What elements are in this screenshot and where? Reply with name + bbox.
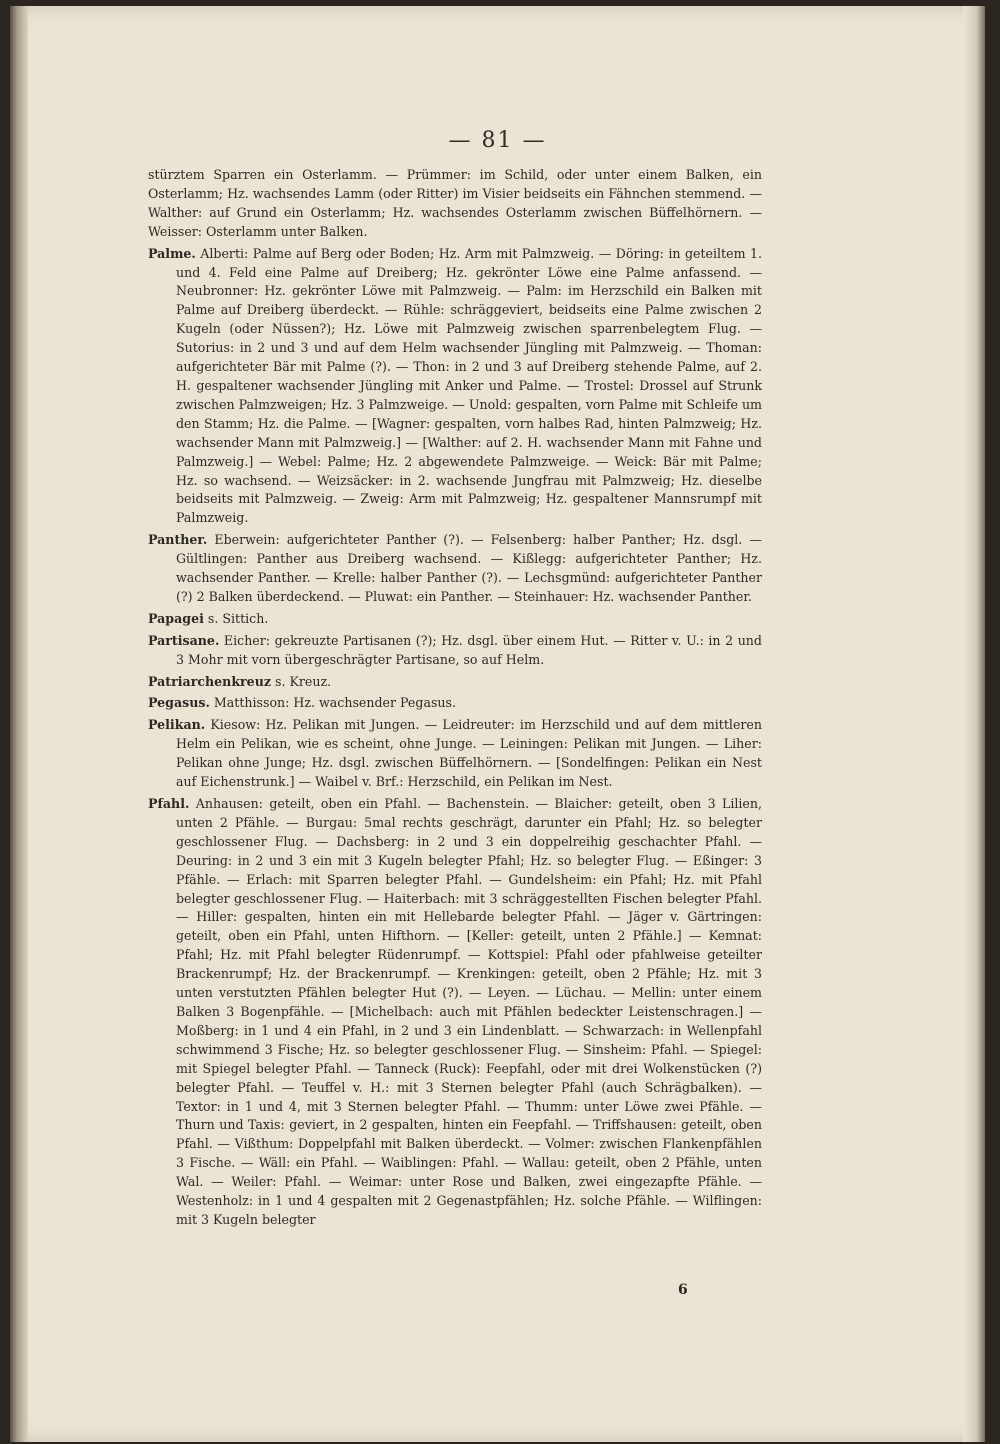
entry-text: Kiesow: Hz. Pelikan mit Jungen. — Leidreuter: im Herzschild und auf dem mittleren Helm ein Pelikan, wie es scheint, ohne Junge. — Leiningen: Pelikan mit Jungen. — Liher: Pelikan ohne Junge; Hz. dsgl. zwischen Büffelhörnern. — [Sondelfingen: Pelikan ein Nest auf Eichenstrunk.] — Waibel v. Brf.: Herzschild, ein Pelikan im Nest. [176, 717, 762, 790]
page-number: — 81 — [448, 128, 547, 153]
entry-patriarchenkreuz [148, 673, 762, 692]
entry-pegasus [148, 694, 762, 713]
entry-pelikan [148, 716, 762, 792]
page-right-edge [963, 6, 985, 1442]
entry-text: s. Kreuz. [275, 673, 332, 689]
book-page [10, 6, 985, 1442]
entry-continuation [148, 166, 762, 242]
entry-heading: Pelikan. [148, 717, 206, 733]
entry-panther [148, 531, 762, 607]
main-text [148, 166, 762, 1233]
entry-heading: Panther. [148, 532, 208, 548]
entry-text: Eberwein: aufgerichteter Panther (?). — Felsenberg: halber Panther; Hz. dsgl. — Gültlingen: Panther aus Dreiberg wachsend. — Kißlegg: aufgerichteter Panther; Hz. wachsender Panther. — Krelle: halber Panther (?). — Lechsgmünd: aufgerichteter Panther (?) 2 Balken überdeckend. — Pluwat: ein Panther. — Steinhauer: Hz. wachsender Panther. [176, 532, 762, 604]
entry-text: Alberti: Palme auf Berg oder Boden; Hz. Arm mit Palmzweig. — Döring: in geteiltem 1. und 4. Feld eine Palme auf Dreiberg; Hz. gekrönter Löwe eine Palme anfassend. — Neubronner: Hz. gekrönter Löwe mit Palmzweig. — Palm: im Herzschild ein Balken mit Palme auf Dreiberg überdeckt. — Rühle: schräggeviert, beidseits eine Palme zwischen 2 Kugeln (oder Nüssen?); Hz. Löwe mit Palmzweig zwischen sparrenbelegtem Flug. — Sutorius: in 2 und 3 und auf dem Helm wachsender Jüngling mit Palmzweig. — Thoman: aufgerichteter Bär mit Palme (?). — Thon: in 2 und 3 auf Dreiberg stehende Palme, auf 2. H. gespaltener wachsender Jüngling mit Anker und Palme. — Trostel: Drossel auf Strunk zwischen Palmzweigen; Hz. 3 Palmzweige. — Unold: gespalten, vorn Palme mit Schleife um den Stamm; Hz. die Palme. — [Wagner: gespalten, vorn halbes Rad, hinten Palmzweig; Hz. wachsender Mann mit Palmzweig.] — [Walther: auf 2. H. wachsender Mann mit Fahne und Palmzweig.] — Webel: Palme; Hz. 2 abgewendete Palmzweige. — Weick: Bär mit Palme; Hz. so wachsend. — Weizsäcker: in 2. wachsende Jungfrau mit Palmzweig; Hz. dieselbe beidseits mit Palmzweig. — Zweig: Arm mit Palmzweig; Hz. gespaltener Mannsrumpf mit Palmzweig. [176, 245, 762, 526]
entry-text: stürztem Sparren ein Osterlamm. — Prümmer: im Schild, oder unter einem Balken, ein Osterlamm; Hz. wachsendes Lamm (oder Ritter) im Visier beidseits ein Fähnchen stemmend. — Walther: auf Grund ein Osterlamm; Hz. wachsendes Osterlamm zwischen Büffelhörnern. — Weisser: Osterlamm unter Balken. [148, 167, 762, 239]
entry-heading: Partisane. [148, 632, 220, 648]
entry-heading: Patriarchenkreuz [148, 673, 271, 689]
entry-heading: Pfahl. [148, 796, 190, 811]
signature-mark: 6 [678, 1282, 688, 1298]
entry-papagei [148, 610, 762, 629]
entry-heading: Palme. [148, 245, 196, 261]
entry-partisane [148, 632, 762, 670]
page-binding-edge [10, 6, 28, 1442]
entry-palme [148, 245, 762, 529]
entry-heading: Pegasus. [148, 695, 210, 711]
entry-pfahl [148, 795, 762, 1230]
entry-text: Matthisson: Hz. wachsender Pegasus. [213, 695, 456, 711]
entry-heading: Papagei [148, 610, 204, 626]
entry-text: s. Sittich. [207, 610, 269, 626]
entry-text: Eicher: gekreuzte Partisanen (?); Hz. dsgl. über einem Hut. — Ritter v. U.: in 2 und 3 Mohr mit vorn übergeschrägter Partisane, so auf Helm. [176, 632, 762, 667]
entry-text: Anhausen: geteilt, oben ein Pfahl. — Bachenstein. — Blaicher: geteilt, oben 3 Lilien, unten 2 Pfähle. — Burgau: 5mal rechts geschrägt, darunter ein Pfahl; Hz. so belegter geschlossener Flug. — Dachsberg: in 2 und 3 ein doppelreihig geschachter Pfahl. — Deuring: in 2 und 3 ein mit 3 Kugeln belegter Pfahl; Hz. so belegter Flug. — Eßinger: 3 Pfähle. — Erlach: mit Sparren belegter Pfahl. — Gundelsheim: ein Pfahl; Hz. mit Pfahl belegter geschlossener Flug. — Haiterbach: mit 3 schräggestellten Fischen belegter Pfahl. — Hiller: gespalten, hinten ein mit Hellebarde belegter Pfahl. — Jäger v. Gärtringen: geteilt, oben ein Pfahl, unten Hifthorn. — [Keller: geteilt, unten 2 Pfähle.] — Kemnat: Pfahl; Hz. mit Pfahl belegter Rüdenrumpf. — Kottspiel: Pfahl oder pfahlweise geteilter Brackenrumpf; Hz. der Brackenrumpf. — Krenkingen: geteilt, oben 2 Pfähle; Hz. mit 3 unten verstutzten Pfählen belegter Hut (?). — Leyen. — Lüchau. — Mellin: unter einem Balken 3 Bogenpfähle. — [Michelbach: auch mit Pfählen bedeckter Leistenschragen.] — Moßberg: in 1 und 4 ein Pfahl, in 2 und 3 ein Lindenblatt. — Schwarzach: in Wellenpfahl schwimmend 3 Fische; Hz. so belegter geschlossener Flug. — Sinsheim: Pfahl. — Spiegel: mit Spiegel belegter Pfahl. — Tanneck (Ruck): Feepfahl, oder mit drei Wolkenstücken (?) belegter Pfahl. — Teuffel v. H.: mit 3 Sternen belegter Pfahl (auch Schrägbalken). — Textor: in 1 und 4, mit 3 Sternen belegter Pfahl. — Thumm: unter Löwe zwei Pfähle. — Thurn und Taxis: geviert, in 2 gespalten, hinten ein Feepfahl. — Triffshausen: geteilt, oben Pfahl. — Vißthum: Doppelpfahl mit Balken überdeckt. — Volmer: zwischen Flankenpfählen 3 Fische. — Wäll: ein Pfahl. — Waiblingen: Pfahl. — Wallau: geteilt, oben 2 Pfähle, unten Wal. — Weiler: Pfahl. — Weimar: unter Rose und Balken, zwei eingezapfte Pfähle. — Westenholz: in 1 und 4 gespalten mit 2 Gegenastpfählen; Hz. solche Pfähle. — Wilflingen: mit 3 Kugeln belegter [176, 796, 762, 1227]
